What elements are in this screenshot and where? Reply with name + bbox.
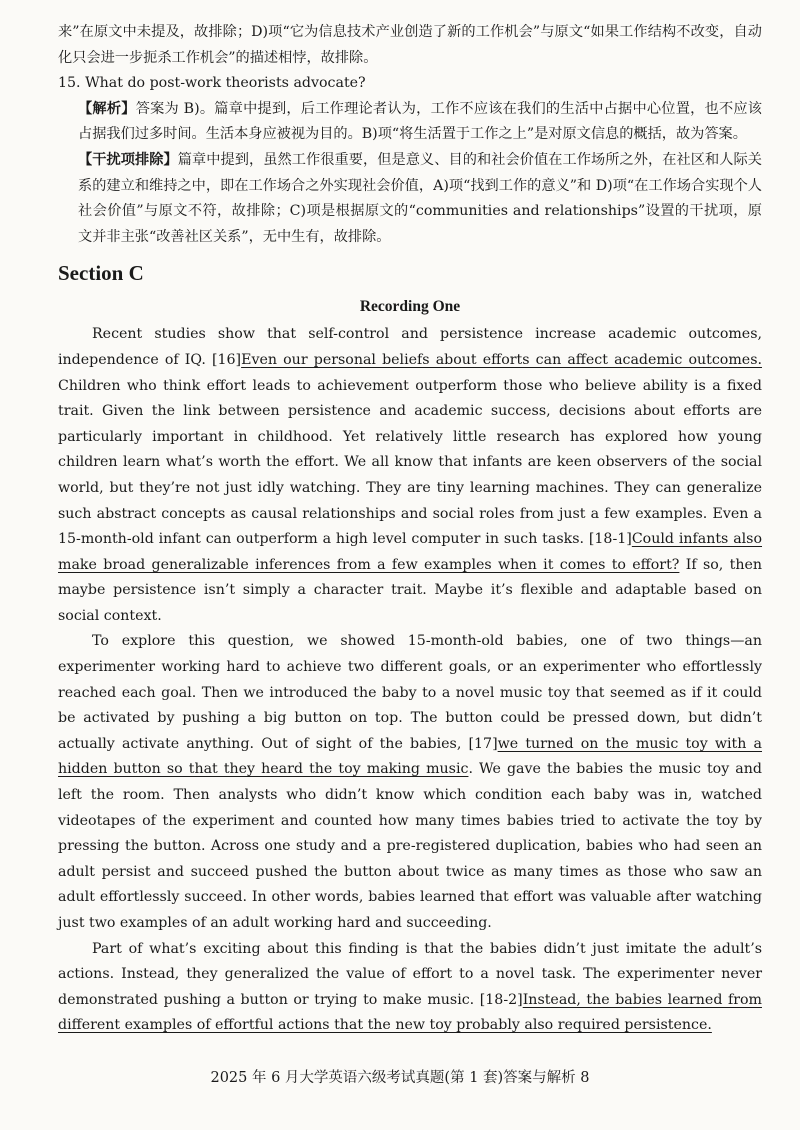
- question-15: 15. What do post-work theorists advocate?: [58, 75, 366, 92]
- p1-text-c: If so, then maybe persistence isn’t simply a character trait. Maybe it’s flexible and adaptable based on social context.: [58, 556, 762, 624]
- page-footer: 2025 年 6 月大学英语六级考试真题(第 1 套)答案与解析 8: [210, 1070, 590, 1086]
- underlined-18-1: Could infants also make broad generalizable inferences from a few examples when it comes to effort?: [58, 531, 763, 573]
- marker-16: [16]: [211, 351, 242, 368]
- p3-text-a: Part of what’s exciting about this finding is that the babies didn’t just imitate the adult’s actions. Instead, they generalized the value of effort to a novel task. The experimenter never demonstrated pushing a button or trying to make music.: [58, 940, 762, 1008]
- passage-paragraph-1: [58, 322, 762, 629]
- p1-text-a: Recent studies show that self-control and persistence increase academic outcomes, independence of IQ.: [58, 326, 762, 368]
- distractor-paragraph: [58, 148, 762, 250]
- passage-paragraph-3: [58, 937, 762, 1039]
- marker-17: [17]: [468, 735, 498, 752]
- marker-18-1: [18-1]: [588, 531, 632, 548]
- analysis-paragraph: [58, 97, 762, 148]
- marker-18-2: [18-2]: [479, 991, 523, 1008]
- p2-text-b: . We gave the babies the music toy and left the room. Then analysts who didn’t know which condition each baby was in, watched videotapes of the experiment and counted how many times babies tried to activate the toy by pressing the button. Across one study and a pre-registered duplication, babies who had seen an adult persist and succeed pushed the button about twice as many times as those who saw an adult effortlessly succeed. In other words, babies learned that effort was valuable after watching just two examples of an adult working hard and succeeding.: [58, 761, 762, 931]
- prev-answer-continuation: 来”在原文中未提及，故排除；D)项“它为信息技术产业创造了新的工作机会”与原文“如果工作结构不改变，自动化只会进一步扼杀工作机会”的描述相悖，故排除。: [58, 24, 762, 66]
- passage-paragraph-2: [58, 629, 762, 936]
- underlined-18-2: Instead, the babies learned from different examples of effortful actions that the new toy probably also required persistence.: [58, 991, 762, 1034]
- p2-text-a: To explore this question, we showed 15-month-old babies, one of two things—an experimenter working hard to achieve two different goals, or an experimenter who effortlessly reached each goal. Then we introduced the baby to a novel music toy that seemed as if it could be activated by pushing a big button on top. The button could be pressed down, but didn’t actually activate anything. Out of sight of the babies,: [58, 633, 762, 752]
- p1-text-b: Children who think effort leads to achievement outperform those who believe ability is a fixed trait. Given the link between persistence and academic success, decisions about efforts are particularly important in childhood. Yet relatively little research has explored how young children learn what’s worth the effort. We all know that infants are keen observers of the social world, but they’re not just idly watching. They are tiny learning machines. They can generalize such abstract concepts as causal relationships and social roles from just a few examples. Even a 15-month-old infant can outperform a high level computer in such tasks.: [58, 377, 762, 548]
- recording-title: Recording One: [359, 298, 461, 316]
- underlined-16: Even our personal beliefs about efforts can affect academic outcomes.: [241, 351, 762, 368]
- distractor-tag: 【干扰项排除】: [78, 151, 178, 168]
- analysis-text: 答案为 B)。篇章中提到，后工作理论者认为，工作不应该在我们的生活中占据中心位置，也不应该占据我们过多时间。生活本身应被视为目的。B)项“将生活置于工作之上”是对原文信息的概括，故为答案。: [78, 100, 762, 143]
- underlined-17: we turned on the music toy with a hidden button so that they heard the toy making music: [58, 735, 762, 778]
- distractor-text: 篇章中提到，虽然工作很重要，但是意义、目的和社会价值在工作场所之外，在社区和人际关系的建立和维持之中，即在工作场合之外实现社会价值，A)项“找到工作的意义”和 D)项“在工作场合实现个人社会价值”与原文不符，故排除；C)项是根据原文的“communities and relationships”设置的干扰项，原文并非主张“改善社区关系”，无中生有，故排除。: [78, 151, 762, 245]
- analysis-tag: 【解析】: [78, 100, 136, 117]
- section-heading: Section C: [58, 261, 144, 286]
